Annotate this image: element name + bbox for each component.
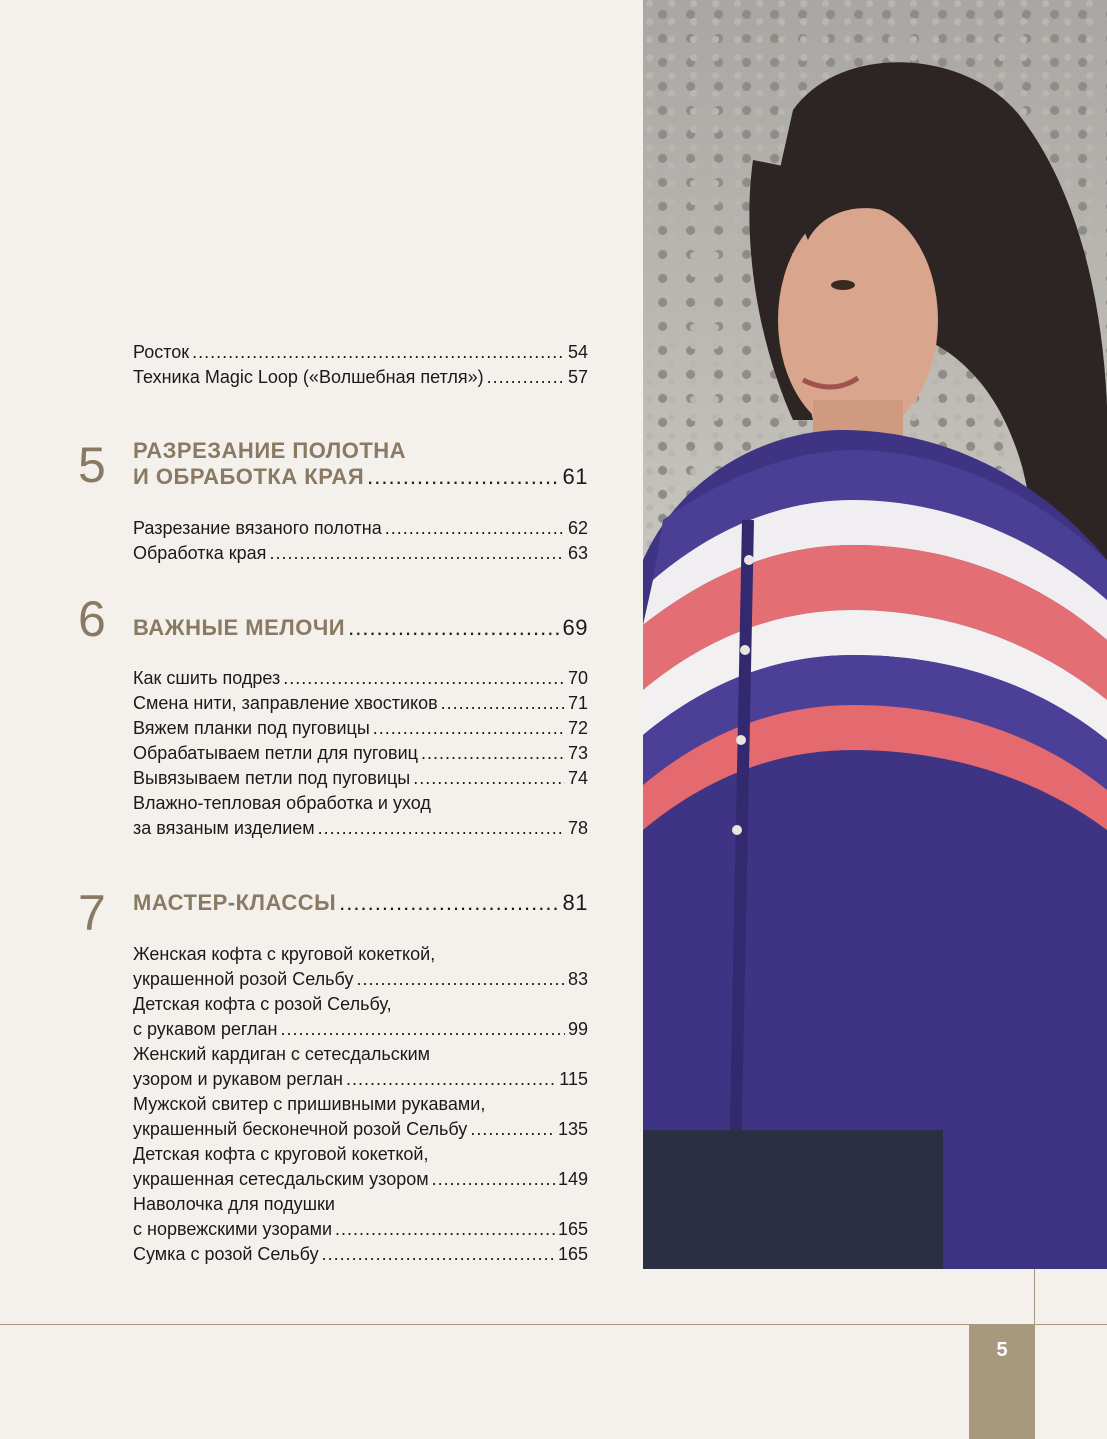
woman-in-fair-isle-cardigan-photo xyxy=(643,0,1107,1269)
dot-leader xyxy=(335,1217,555,1242)
entry-page: 115 xyxy=(559,1069,588,1089)
entry-page: 78 xyxy=(567,818,588,838)
toc-entry[interactable] xyxy=(133,967,588,992)
entry-page: 74 xyxy=(567,768,588,788)
chapter-page: 69 xyxy=(562,615,588,640)
dot-leader xyxy=(339,889,559,917)
toc-entry[interactable] xyxy=(133,766,588,791)
dot-leader xyxy=(367,463,559,491)
dot-leader xyxy=(487,365,565,390)
entry-page: 83 xyxy=(567,969,588,989)
toc-entry[interactable] xyxy=(133,816,588,841)
entry-title: узором и рукавом реглан xyxy=(133,1069,343,1089)
chapter-page: 81 xyxy=(562,890,588,915)
toc-entry[interactable] xyxy=(133,1117,588,1142)
dot-leader xyxy=(346,1067,556,1092)
entry-title: Как сшить подрез xyxy=(133,668,281,688)
footer-divider xyxy=(0,1324,1107,1325)
dot-leader xyxy=(269,541,565,566)
toc-entry[interactable] xyxy=(133,1242,588,1267)
chapter-number: 5 xyxy=(78,437,106,493)
toc-entry[interactable] xyxy=(133,516,588,541)
entry-title-line: Наволочка для подушки xyxy=(133,1194,335,1214)
entry-title-line: Женская кофта с круговой кокеткой, xyxy=(133,944,436,964)
entry-page: 54 xyxy=(567,342,588,362)
entry-title: Техника Magic Loop («Волшебная петля») xyxy=(133,367,484,387)
entry-title: с рукавом реглан xyxy=(133,1019,278,1039)
entry-title: Вяжем планки под пуговицы xyxy=(133,718,370,738)
dot-leader xyxy=(192,340,565,365)
entry-title: Разрезание вязаного полотна xyxy=(133,518,382,538)
entry-title-line: Мужской свитер с пришивными рукавами, xyxy=(133,1094,486,1114)
entry-page: 73 xyxy=(567,743,588,763)
toc-entry[interactable] xyxy=(133,716,588,741)
toc-entry[interactable] xyxy=(133,1167,588,1192)
entry-title-line: Детская кофта с розой Сельбу, xyxy=(133,994,392,1014)
dot-leader xyxy=(280,1017,564,1042)
chapter-page: 61 xyxy=(562,464,588,489)
entry-title: украшенной розой Сельбу xyxy=(133,969,354,989)
chapter-number: 6 xyxy=(78,591,106,647)
entry-title: украшенная сетесдальским узором xyxy=(133,1169,429,1189)
entry-page: 165 xyxy=(557,1219,588,1239)
chapter-number: 7 xyxy=(78,885,106,941)
page-number-box xyxy=(969,1325,1035,1439)
entry-title: с норвежскими узорами xyxy=(133,1219,333,1239)
toc-entry[interactable] xyxy=(133,340,588,365)
entry-title-line: Женский кардиган с сетесдальским xyxy=(133,1044,431,1064)
entry-title: Обработка края xyxy=(133,543,267,563)
toc-entry[interactable] xyxy=(133,666,588,691)
dot-leader xyxy=(413,766,565,791)
toc-entry[interactable] xyxy=(133,541,588,566)
chapter-title: РАЗРЕЗАНИЕ ПОЛОТНА xyxy=(133,438,407,463)
entry-page: 63 xyxy=(567,543,588,563)
dot-leader xyxy=(385,516,565,541)
toc-entry[interactable] xyxy=(133,1067,588,1092)
entry-title: Вывязываем петли под пуговицы xyxy=(133,768,411,788)
entry-page: 57 xyxy=(567,367,588,387)
entry-title-line: Влажно-тепловая обработка и уход xyxy=(133,793,431,813)
dot-leader xyxy=(421,741,565,766)
dot-leader xyxy=(348,614,559,642)
entry-page: 71 xyxy=(567,693,588,713)
entry-page: 165 xyxy=(557,1244,588,1264)
toc-entry[interactable] xyxy=(133,741,588,766)
entry-title: украшенный бесконечной розой Сельбу xyxy=(133,1119,468,1139)
footer-divider-vertical xyxy=(1034,1269,1035,1325)
dot-leader xyxy=(441,691,565,716)
toc-entry[interactable] xyxy=(133,365,588,390)
page-number: 5 xyxy=(996,1339,1008,1361)
entry-title: Росток xyxy=(133,342,190,362)
dot-leader xyxy=(470,1117,555,1142)
entry-page: 149 xyxy=(557,1169,588,1189)
entry-title: Обрабатываем петли для пуговиц xyxy=(133,743,418,763)
chapter-title: ВАЖНЫЕ МЕЛОЧИ xyxy=(133,615,346,640)
toc-entry[interactable] xyxy=(133,1017,588,1042)
dot-leader xyxy=(373,716,565,741)
entry-page: 135 xyxy=(557,1119,588,1139)
dot-leader xyxy=(356,967,565,992)
dot-leader xyxy=(283,666,565,691)
entry-title: Сумка с розой Сельбу xyxy=(133,1244,319,1264)
entry-title: Смена нити, заправление хвостиков xyxy=(133,693,438,713)
chapter-title: И ОБРАБОТКА КРАЯ xyxy=(133,464,365,489)
chapter-title: МАСТЕР-КЛАССЫ xyxy=(133,890,337,915)
entry-title: за вязаным изделием xyxy=(133,818,315,838)
dot-leader xyxy=(318,816,565,841)
dot-leader xyxy=(432,1167,555,1192)
chapter-heading[interactable] xyxy=(133,889,588,917)
chapter-heading[interactable] xyxy=(133,463,588,491)
entry-page: 62 xyxy=(567,518,588,538)
chapter-heading[interactable] xyxy=(133,614,588,642)
entry-page: 72 xyxy=(567,718,588,738)
entry-page: 99 xyxy=(567,1019,588,1039)
entry-page: 70 xyxy=(567,668,588,688)
entry-title-line: Детская кофта с круговой кокеткой, xyxy=(133,1144,429,1164)
toc-entry[interactable] xyxy=(133,691,588,716)
toc-entry[interactable] xyxy=(133,1217,588,1242)
dot-leader xyxy=(322,1242,555,1267)
